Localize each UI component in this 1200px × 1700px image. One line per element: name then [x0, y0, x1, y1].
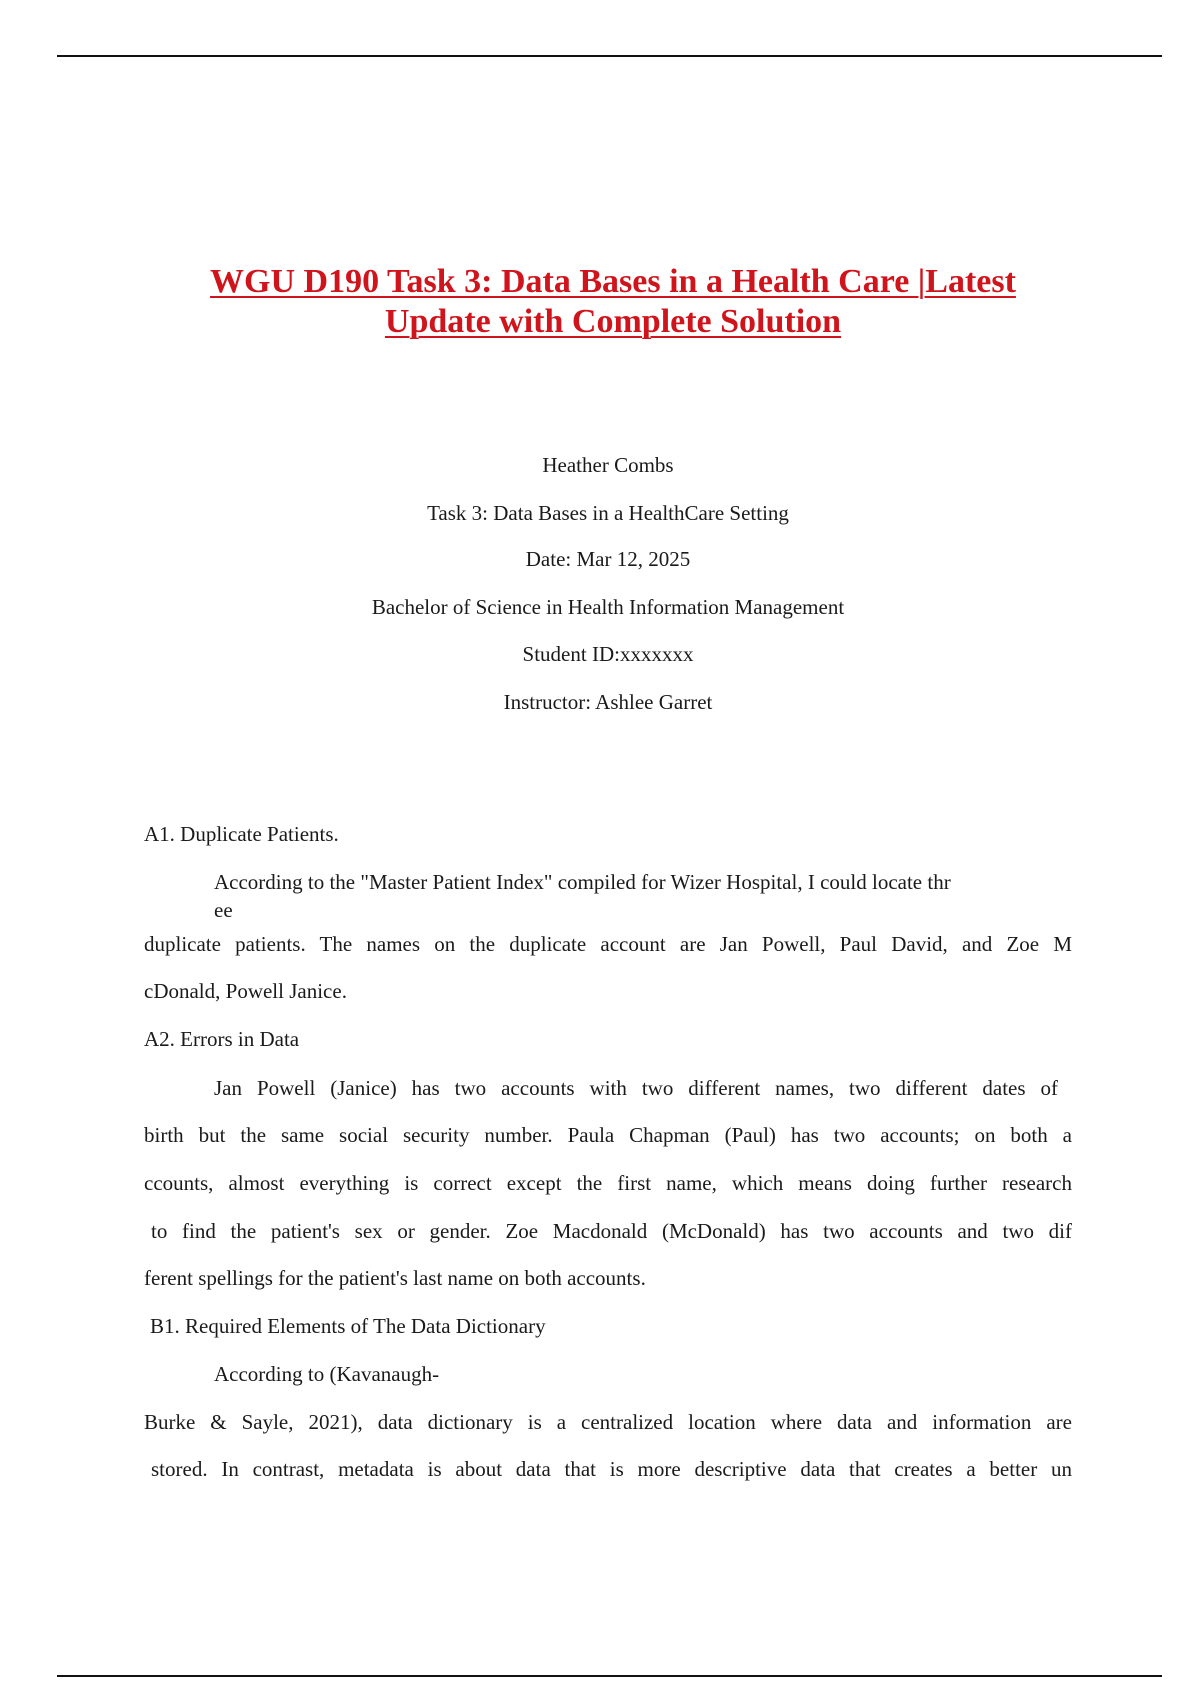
student-id: Student ID:xxxxxxx [522, 642, 694, 666]
paragraph-line: Burke & Sayle, 2021), data dictionary is a centralized location where data and information are [144, 1410, 1072, 1434]
heading-a2: A2. Errors in Data [144, 1027, 300, 1051]
paragraph-line: Jan Powell (Janice) has two accounts with two different names, two different dates of [214, 1076, 1058, 1100]
date: Date: Mar 12, 2025 [525, 547, 691, 571]
paragraph-line: ccounts, almost everything is correct except the first name, which means doing further research [144, 1171, 1072, 1195]
program: Bachelor of Science in Health Information Management [371, 595, 845, 619]
heading-a1: A1. Duplicate Patients. [144, 822, 339, 846]
top-rule [57, 55, 1162, 57]
paragraph-line: to find the patient's sex or gender. Zoe Macdonald (McDonald) has two accounts and two dif [151, 1219, 1072, 1243]
paragraph-line: ee [214, 898, 233, 922]
title-line-1: WGU D190 Task 3: Data Bases in a Health Care |Latest [210, 263, 1016, 300]
paragraph-line: birth but the same social security number. Paula Chapman (Paul) has two accounts; on both a [144, 1123, 1072, 1147]
instructor: Instructor: Ashlee Garret [503, 690, 713, 714]
paragraph-line: cDonald, Powell Janice. [144, 979, 347, 1003]
paragraph-line: stored. In contrast, metadata is about data that is more descriptive data that creates a better un [151, 1457, 1072, 1481]
bottom-rule [57, 1675, 1162, 1677]
document-title [0, 262, 1200, 302]
title-line-2: Update with Complete Solution [384, 303, 842, 340]
paragraph-line: According to the "Master Patient Index" compiled for Wizer Hospital, I could locate thr [214, 870, 951, 894]
paragraph-line: duplicate patients. The names on the duplicate account are Jan Powell, Paul David, and Zoe M [144, 932, 1072, 956]
task-name: Task 3: Data Bases in a HealthCare Setting [427, 501, 789, 525]
heading-b1: B1. Required Elements of The Data Dictionary [150, 1314, 546, 1338]
document-title-2 [0, 302, 1200, 342]
author: Heather Combs [542, 453, 674, 477]
paragraph-line: ferent spellings for the patient's last name on both accounts. [144, 1266, 646, 1290]
paragraph-line: According to (Kavanaugh- [214, 1362, 440, 1386]
